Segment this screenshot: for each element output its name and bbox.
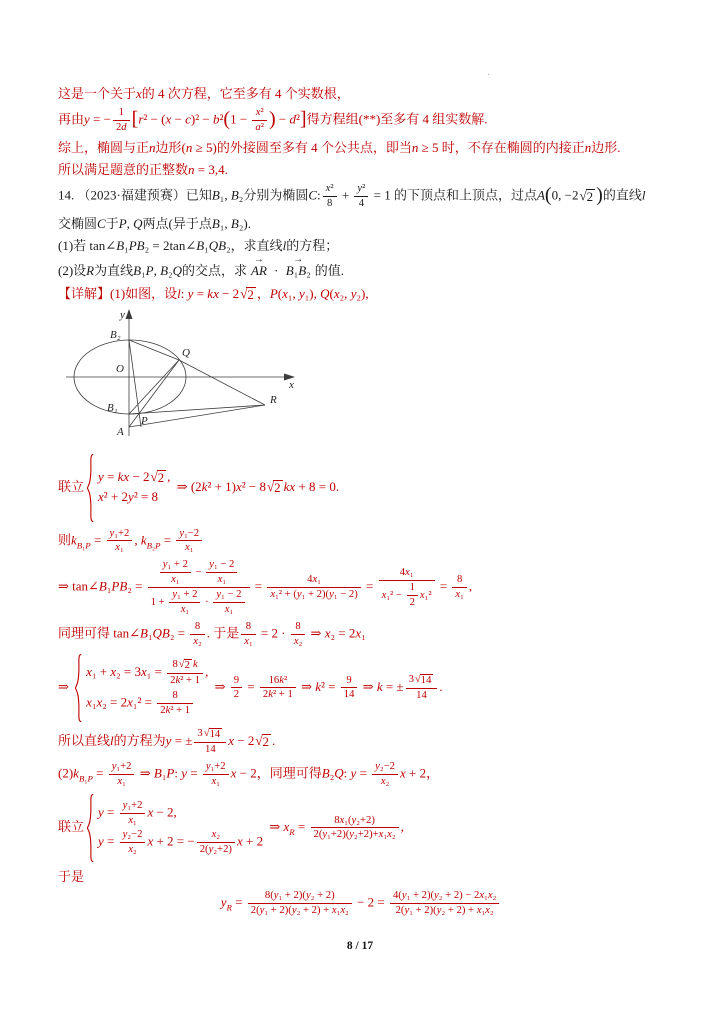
document-content [58,80,664,922]
part2-intersection-system: 联立 y = $\frac{\text{y₁+2}}{\text{x₁}}$ x − 2, y = $\frac{\text{y₂−2}}{\text{x₂}}$ x + 2 = − $\frac{\text{x₂}}{\text{2(y₂+2)}}$ x + 2 ⇒ $x_R$ = $\frac{\text{8x₁(y₂+2)}}{\text{2(y₁+2)(y₂+2)+x₁x₂}}$ , [58,793,664,863]
line-A-R [129,405,265,427]
conclusion-answer: 所以满足题意的正整数n = 3,4. [58,162,228,178]
figure-ellipse-diagram [54,308,306,448]
label-B1: B₁ [107,401,118,414]
label-Q: Q [182,346,190,359]
tan-expansion: ⇒ tan∠B₁PB₂ = $\frac{\text{y₁ + 2}}{\text{x₁}}$ − $\frac{\text{y₁ − 2}}{\text{x₁}}$ 1 + $\frac{\text{y₁ + 2}}{\text{x₁}}$ · $\frac{\text{y₁ − 2}}{\text{x₁}}$ = $\frac{\text{4x₁}}{\text{x₁² + (y₁ + 2)(y₁ − 2)}}$ = 4x₁ x₁² − $\frac{1}{2}$ x₁² = $\frac{8}{\text{x₁}}$ , [58,559,473,616]
solve-system-quadratic: 联立 y = kx − 2 √ 2 , x² + 2y² = 8 ⇒ (2k² + 1)x² − 8 √ 2 kx + 8 = 0. [58,453,664,523]
solution-text-bottom [58,453,664,917]
problem-14-question1: (1)若 tan∠B₁PB₂ = 2tan∠B₁QB₂，求直线l的方程； [58,238,339,254]
label-x-axis: x [289,378,294,391]
y-axis-arrow [126,309,133,319]
yr-equation: $y_R$ = $\frac{\text{8(y₁ + 2)(y₂ + 2)}}{\text{2(y₁ + 2)(y₂ + 2) + x₁x₂}}$ − 2 = $\frac{\text{4(y₁ + 2)(y₂ + 2) − 2x₁x₂}}{\text{2(y₁ + 2)(y₂ + 2) + x₁x₂}}$ [58,890,664,917]
construction-lines [129,340,265,427]
label-y-axis: y [120,308,125,321]
tan-q-relation: 同理可得 tan∠B₁QB₂ = $\frac{8}{\text{x₂}}$ . 于是 $\frac{8}{\text{x₁}}$ = 2 · $\frac{8}{\text{x₂}}$ ⇒ x₂ = 2x₁ [58,621,366,648]
problem-14-statement: 14. （2023·福建预赛）已知B₁, B₂分别为椭圆C: $\frac{\text{x²}}{8}$ + $\frac{\text{y²}}{4}$ = 1 的下顶点和上顶点，过点A(0, −2 √ 2 )的直线l [58,183,646,210]
part2-line-equations: $(2)k_{B_1P}$ = $\frac{\text{y₁+2}}{\text{x₁}}$ ⇒ B₁P: y = $\frac{\text{y₁+2}}{\text{x₁}}$ x − 2，同理可得B₂Q: y = $\frac{\text{y₂−2}}{\text{x₂}}$ x + 2， [58,761,440,788]
problem-14-question2: (2)设R为直线B₁P, B₂Q的交点，求 → AR · → B₁B₂ 的值. [58,259,664,279]
solution-setup: 【详解】(1)如图，设l: y = kx − 2 √ 2 ，P(x₁, y₁), Q(x₂, y₂), [58,285,369,302]
line-B1-Q [129,360,179,414]
label-A: A [117,425,124,438]
solution-text-top [58,85,664,303]
label-origin: O [116,362,124,375]
page-number: 8 / 17 [346,940,374,952]
label-B2: B₂ [110,328,121,341]
label-P: P [141,414,148,427]
conclusion-summary: 综上，椭圆与正n边形(n ≥ 5)的外接圆至多有 4 个公共点，即当n ≥ 5 时，不存在椭圆的内接正n边形. [58,140,621,155]
then-text: 于是 [58,868,85,884]
vieta-system: ⇒ x₁ + x₂ = 3x₁ = 8 √ 2 k 2k² + 1 , x₁x₂ = 2x₁² = $\frac{8}{\text{2k² + 1}}$ ⇒ $\frac{9}{2}$ = $\frac{\text{16k²}}{\text{2k² + 1}}$ ⇒ k² = $\frac{9}{14}$ ⇒ k = ± 3 √ 14 14 . [58,653,664,723]
label-R: R [270,393,277,406]
conclusion-substitute: 再由y = − $\frac{1}{2d}$ [r² − (x − c)² − b²(1 − $\frac{\text{x²}}{\text{a²}}$ ) − d²]得方程组(**)至多有 4 组实数解. [58,107,488,134]
conclusion-degree4: 这是一个关于x的 4 次方程，它至多有 4 个实数根， [58,86,350,101]
line-B2-Q-R [129,340,265,405]
ellipse-diagram-svg [54,308,306,448]
stray-mark: · [487,70,491,81]
slopes-definition: 则$k_{B_1P}$ = $\frac{\text{y₁+2}}{\text{x₁}}$ , $k_{B_2P}$ = $\frac{\text{y₁−2}}{\text{x₁}}$ [58,528,664,555]
line-B1-P-R [129,405,265,414]
problem-14-statement-cont: 交椭圆C于P, Q两点(异于点B₁, B₂). [58,216,251,232]
line-equation-result: 所以直线l的方程为y = ± 3 √ 14 14 x − 2 √ 2 . [58,727,276,756]
